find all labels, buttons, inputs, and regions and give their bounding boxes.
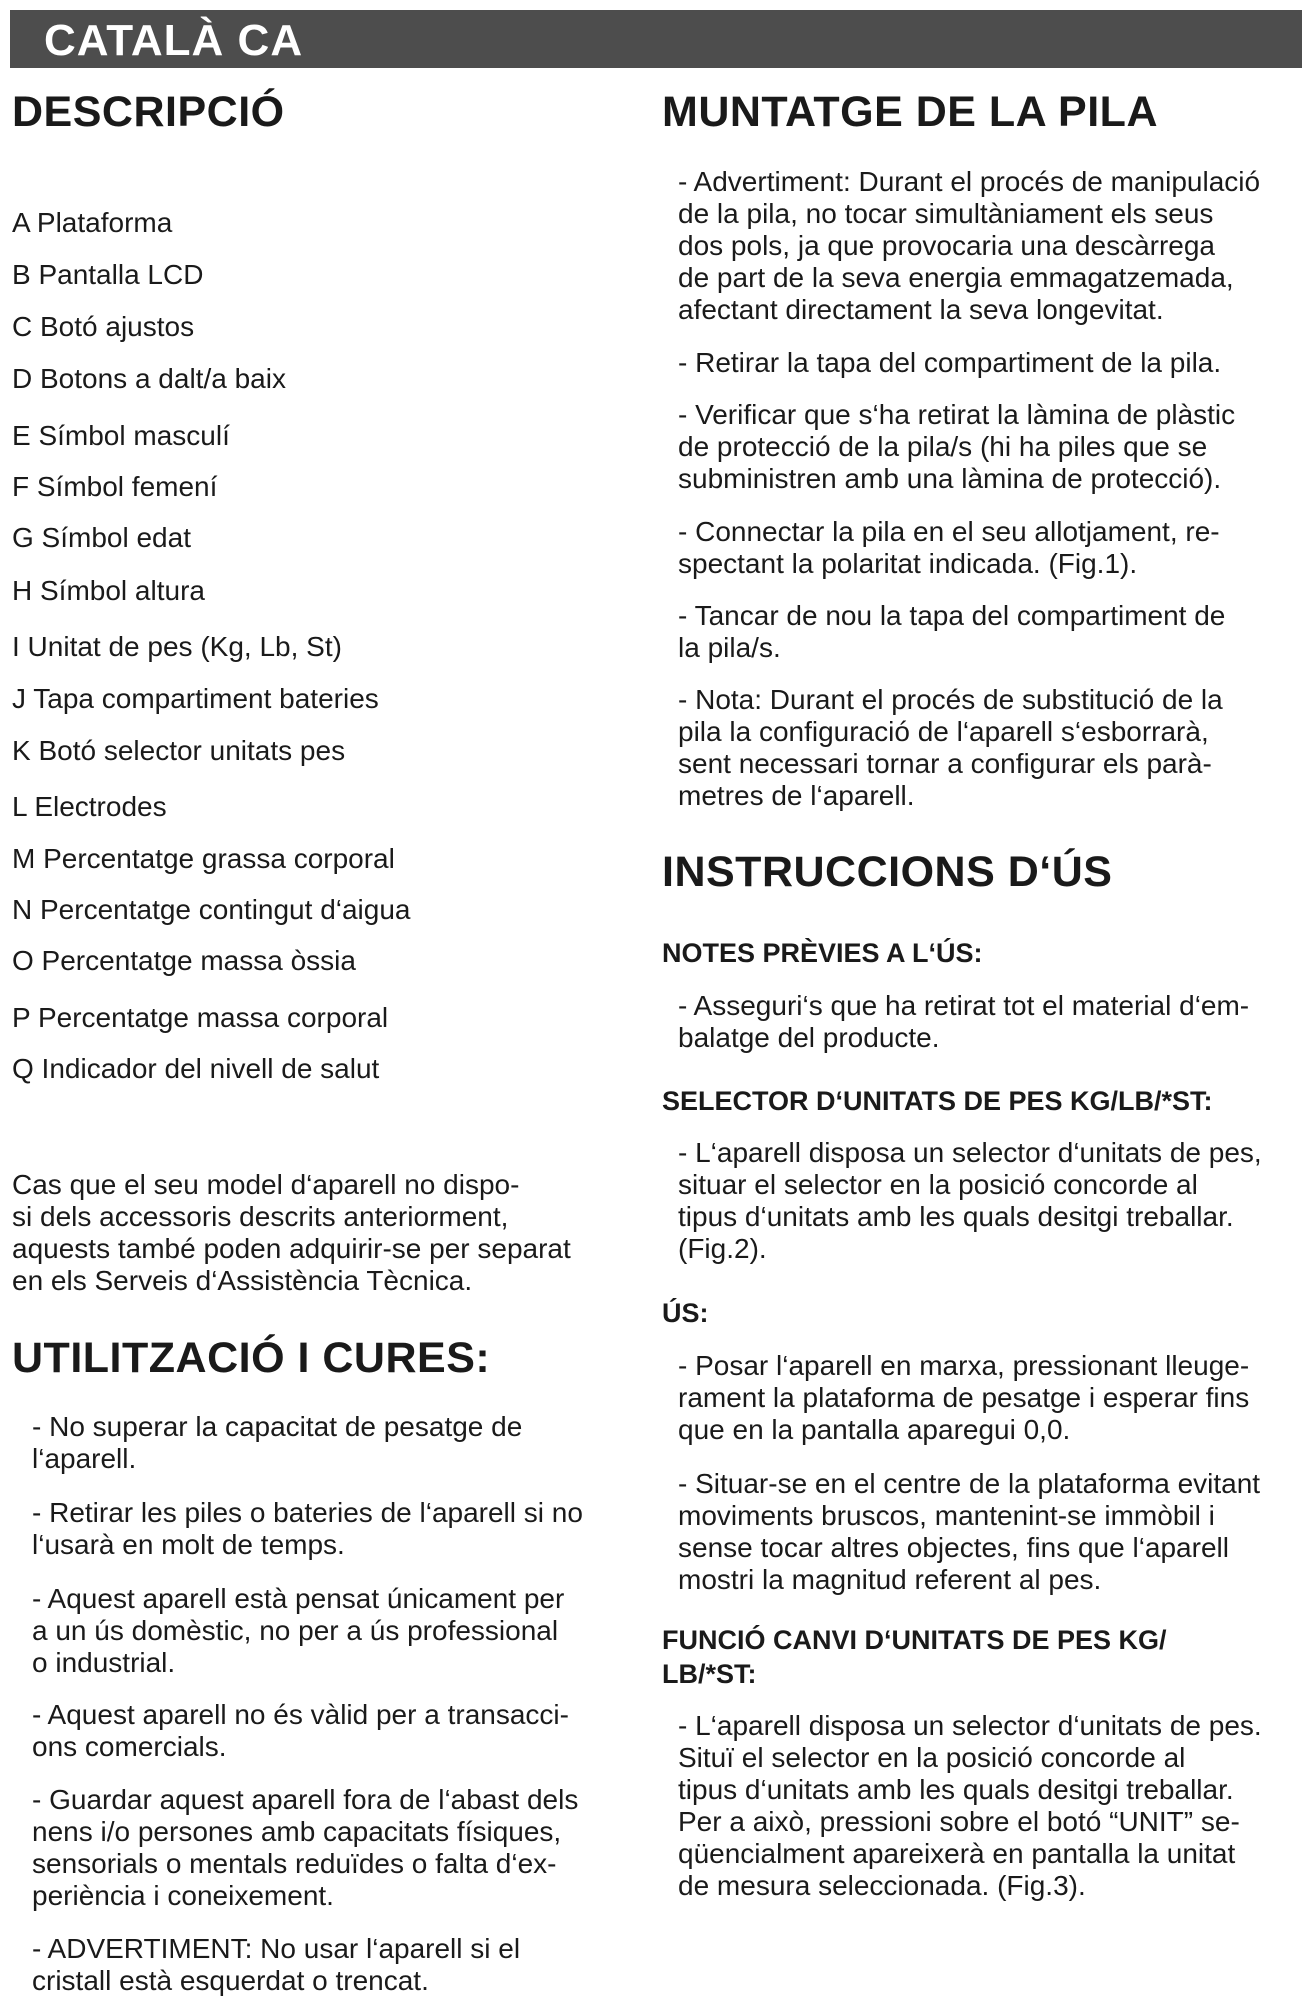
bullet-line: de part de la seva energia emmagatzemada, bbox=[678, 262, 1234, 293]
bullet-line: de mesura seleccionada. (Fig.3). bbox=[678, 1870, 1086, 1901]
bullet-line: de la pila, no tocar simultàniament els seus bbox=[678, 198, 1214, 229]
note-line: aquests també poden adquirir-se per separat bbox=[12, 1233, 571, 1264]
utilitzacio-heading: UTILITZACIÓ I CURES: bbox=[12, 1334, 491, 1382]
accessories-note bbox=[12, 1169, 571, 1297]
part-item: O Percentatge massa òssia bbox=[12, 945, 356, 976]
bullet-line: cristall està esquerdat o trencat. bbox=[32, 1965, 429, 1996]
part-item: L Electrodes bbox=[12, 791, 167, 822]
bullet-line: la pila/s. bbox=[678, 632, 781, 663]
instruccions-heading: INSTRUCCIONS D‘ÚS bbox=[662, 848, 1113, 896]
funcio-item bbox=[678, 1710, 1262, 1902]
bullet-line: - Situar-se en el centre de la plataforma evitant bbox=[678, 1468, 1261, 1499]
heading-line: LB/*ST: bbox=[662, 1659, 757, 1689]
bullet-line: qüencialment apareixerà en pantalla la unitat bbox=[678, 1838, 1236, 1869]
bullet-line: - Aquest aparell està pensat únicament per bbox=[32, 1583, 565, 1614]
bullet-line: sense tocar altres objectes, fins que l‘aparell bbox=[678, 1532, 1229, 1563]
us-item bbox=[678, 1350, 1249, 1446]
bullet-line: metres de l‘aparell. bbox=[678, 780, 915, 811]
bullet-line: sent necessari tornar a configurar els parà- bbox=[678, 748, 1212, 779]
descripcio-heading: DESCRIPCIÓ bbox=[12, 88, 285, 136]
bullet-line: a un ús domèstic, no per a ús professional bbox=[32, 1615, 559, 1646]
bullet-line: de protecció de la pila/s (hi ha piles que se bbox=[678, 431, 1208, 462]
bullet-line: - Nota: Durant el procés de substitució de la bbox=[678, 684, 1223, 715]
part-item: D Botons a dalt/a baix bbox=[12, 363, 286, 394]
muntatge-item bbox=[678, 516, 1220, 580]
bullet-line: - Retirar la tapa del compartiment de la pila. bbox=[678, 347, 1222, 378]
bullet-line: - Advertiment: Durant el procés de manipulació bbox=[678, 166, 1261, 197]
bullet-line: l‘aparell. bbox=[32, 1443, 137, 1474]
bullet-line: - Verificar que s‘ha retirat la làmina de plàstic bbox=[678, 399, 1236, 430]
part-item: Q Indicador del nivell de salut bbox=[12, 1053, 380, 1084]
note-line: si dels accessoris descrits anteriorment, bbox=[12, 1201, 509, 1232]
bullet-line: l‘usarà en molt de temps. bbox=[32, 1529, 345, 1560]
muntatge-item bbox=[678, 347, 1221, 379]
muntatge-heading: MUNTATGE DE LA PILA bbox=[662, 88, 1159, 136]
bullet-line: (Fig.2). bbox=[678, 1233, 767, 1264]
bullet-line: - No superar la capacitat de pesatge de bbox=[32, 1411, 523, 1442]
bullet-line: - ADVERTIMENT: No usar l‘aparell si el bbox=[32, 1933, 521, 1964]
notes-item bbox=[678, 990, 1249, 1054]
part-item: I Unitat de pes (Kg, Lb, St) bbox=[12, 631, 342, 662]
bullet-line: - Asseguri‘s que ha retirat tot el material d‘em- bbox=[678, 990, 1250, 1021]
bullet-line: tipus d‘unitats amb les quals desitgi treballar. bbox=[678, 1201, 1234, 1232]
part-item: H Símbol altura bbox=[12, 575, 205, 606]
us-item bbox=[678, 1468, 1260, 1596]
bullet-line: Per a això, pressioni sobre el botó “UNIT” se- bbox=[678, 1806, 1240, 1837]
bullet-line: pila la configuració de l‘aparell s‘esborrarà, bbox=[678, 716, 1209, 747]
selector-item bbox=[678, 1137, 1262, 1265]
bullet-line: dos pols, ja que provocaria una descàrrega bbox=[678, 230, 1216, 261]
part-item: G Símbol edat bbox=[12, 522, 191, 553]
utilitzacio-item bbox=[32, 1933, 520, 1997]
part-item: B Pantalla LCD bbox=[12, 259, 204, 290]
part-item: C Botó ajustos bbox=[12, 311, 195, 342]
bullet-line: nens i/o persones amb capacitats físiques, bbox=[32, 1816, 562, 1847]
part-item: F Símbol femení bbox=[12, 471, 218, 502]
bullet-line: Situï el selector en la posició concorde al bbox=[678, 1742, 1186, 1773]
utilitzacio-item bbox=[32, 1784, 578, 1912]
note-line: en els Serveis d‘Assistència Tècnica. bbox=[12, 1265, 473, 1296]
bullet-line: balatge del producte. bbox=[678, 1022, 940, 1053]
utilitzacio-item bbox=[32, 1583, 564, 1679]
part-item: A Plataforma bbox=[12, 207, 173, 238]
bullet-line: o industrial. bbox=[32, 1647, 176, 1678]
bullet-line: - Retirar les piles o bateries de l‘aparell si no bbox=[32, 1497, 583, 1528]
part-item: M Percentatge grassa corporal bbox=[12, 843, 395, 874]
bullet-line: que en la pantalla aparegui 0,0. bbox=[678, 1414, 1071, 1445]
part-item: N Percentatge contingut d‘aigua bbox=[12, 894, 411, 925]
part-item: K Botó selector unitats pes bbox=[12, 735, 346, 766]
bullet-line: - Guardar aquest aparell fora de l‘abast dels bbox=[32, 1784, 579, 1815]
bullet-line: - L‘aparell disposa un selector d‘unitats de pes. bbox=[678, 1710, 1262, 1741]
part-item: P Percentatge massa corporal bbox=[12, 1002, 389, 1033]
part-item: E Símbol masculí bbox=[12, 420, 230, 451]
utilitzacio-item bbox=[32, 1497, 583, 1561]
bullet-line: situar el selector en la posició concorde al bbox=[678, 1169, 1198, 1200]
bullet-line: mostri la magnitud referent al pes. bbox=[678, 1564, 1102, 1595]
notes-subheading: NOTES PRÈVIES A L‘ÚS: bbox=[662, 938, 983, 968]
selector-subheading: SELECTOR D‘UNITATS DE PES KG/LB/*ST: bbox=[662, 1086, 1213, 1116]
language-title: CATALÀ CA bbox=[44, 16, 304, 65]
bullet-line: - Tancar de nou la tapa del compartiment de bbox=[678, 600, 1226, 631]
muntatge-item bbox=[678, 684, 1223, 812]
utilitzacio-item bbox=[32, 1411, 522, 1475]
heading-line: FUNCIÓ CANVI D‘UNITATS DE PES KG/ bbox=[662, 1625, 1167, 1655]
bullet-line: afectant directament la seva longevitat. bbox=[678, 294, 1164, 325]
bullet-line: - L‘aparell disposa un selector d‘unitats de pes, bbox=[678, 1137, 1262, 1168]
bullet-line: sensorials o mentals reduïdes o falta d‘ex- bbox=[32, 1848, 557, 1879]
bullet-line: periència i coneixement. bbox=[32, 1880, 334, 1911]
bullet-line: rament la plataforma de pesatge i esperar fins bbox=[678, 1382, 1250, 1413]
bullet-line: moviments bruscos, mantenint-se immòbil i bbox=[678, 1500, 1215, 1531]
muntatge-item bbox=[678, 399, 1235, 495]
bullet-line: - Posar l‘aparell en marxa, pressionant lleuge- bbox=[678, 1350, 1250, 1381]
note-line: Cas que el seu model d‘aparell no dispo- bbox=[12, 1169, 520, 1200]
bullet-line: ons comercials. bbox=[32, 1731, 227, 1762]
funcio-subheading bbox=[662, 1623, 1167, 1691]
us-subheading: ÚS: bbox=[662, 1298, 709, 1328]
utilitzacio-item bbox=[32, 1699, 569, 1763]
bullet-line: spectant la polaritat indicada. (Fig.1). bbox=[678, 548, 1138, 579]
part-item: J Tapa compartiment bateries bbox=[12, 683, 379, 714]
muntatge-item bbox=[678, 166, 1260, 326]
bullet-line: subministren amb una làmina de protecció). bbox=[678, 463, 1222, 494]
muntatge-item bbox=[678, 600, 1225, 664]
bullet-line: - Connectar la pila en el seu allotjament, re- bbox=[678, 516, 1220, 547]
bullet-line: - Aquest aparell no és vàlid per a transacci- bbox=[32, 1699, 569, 1730]
language-header-bar bbox=[10, 10, 1302, 68]
bullet-line: tipus d‘unitats amb les quals desitgi treballar. bbox=[678, 1774, 1234, 1805]
